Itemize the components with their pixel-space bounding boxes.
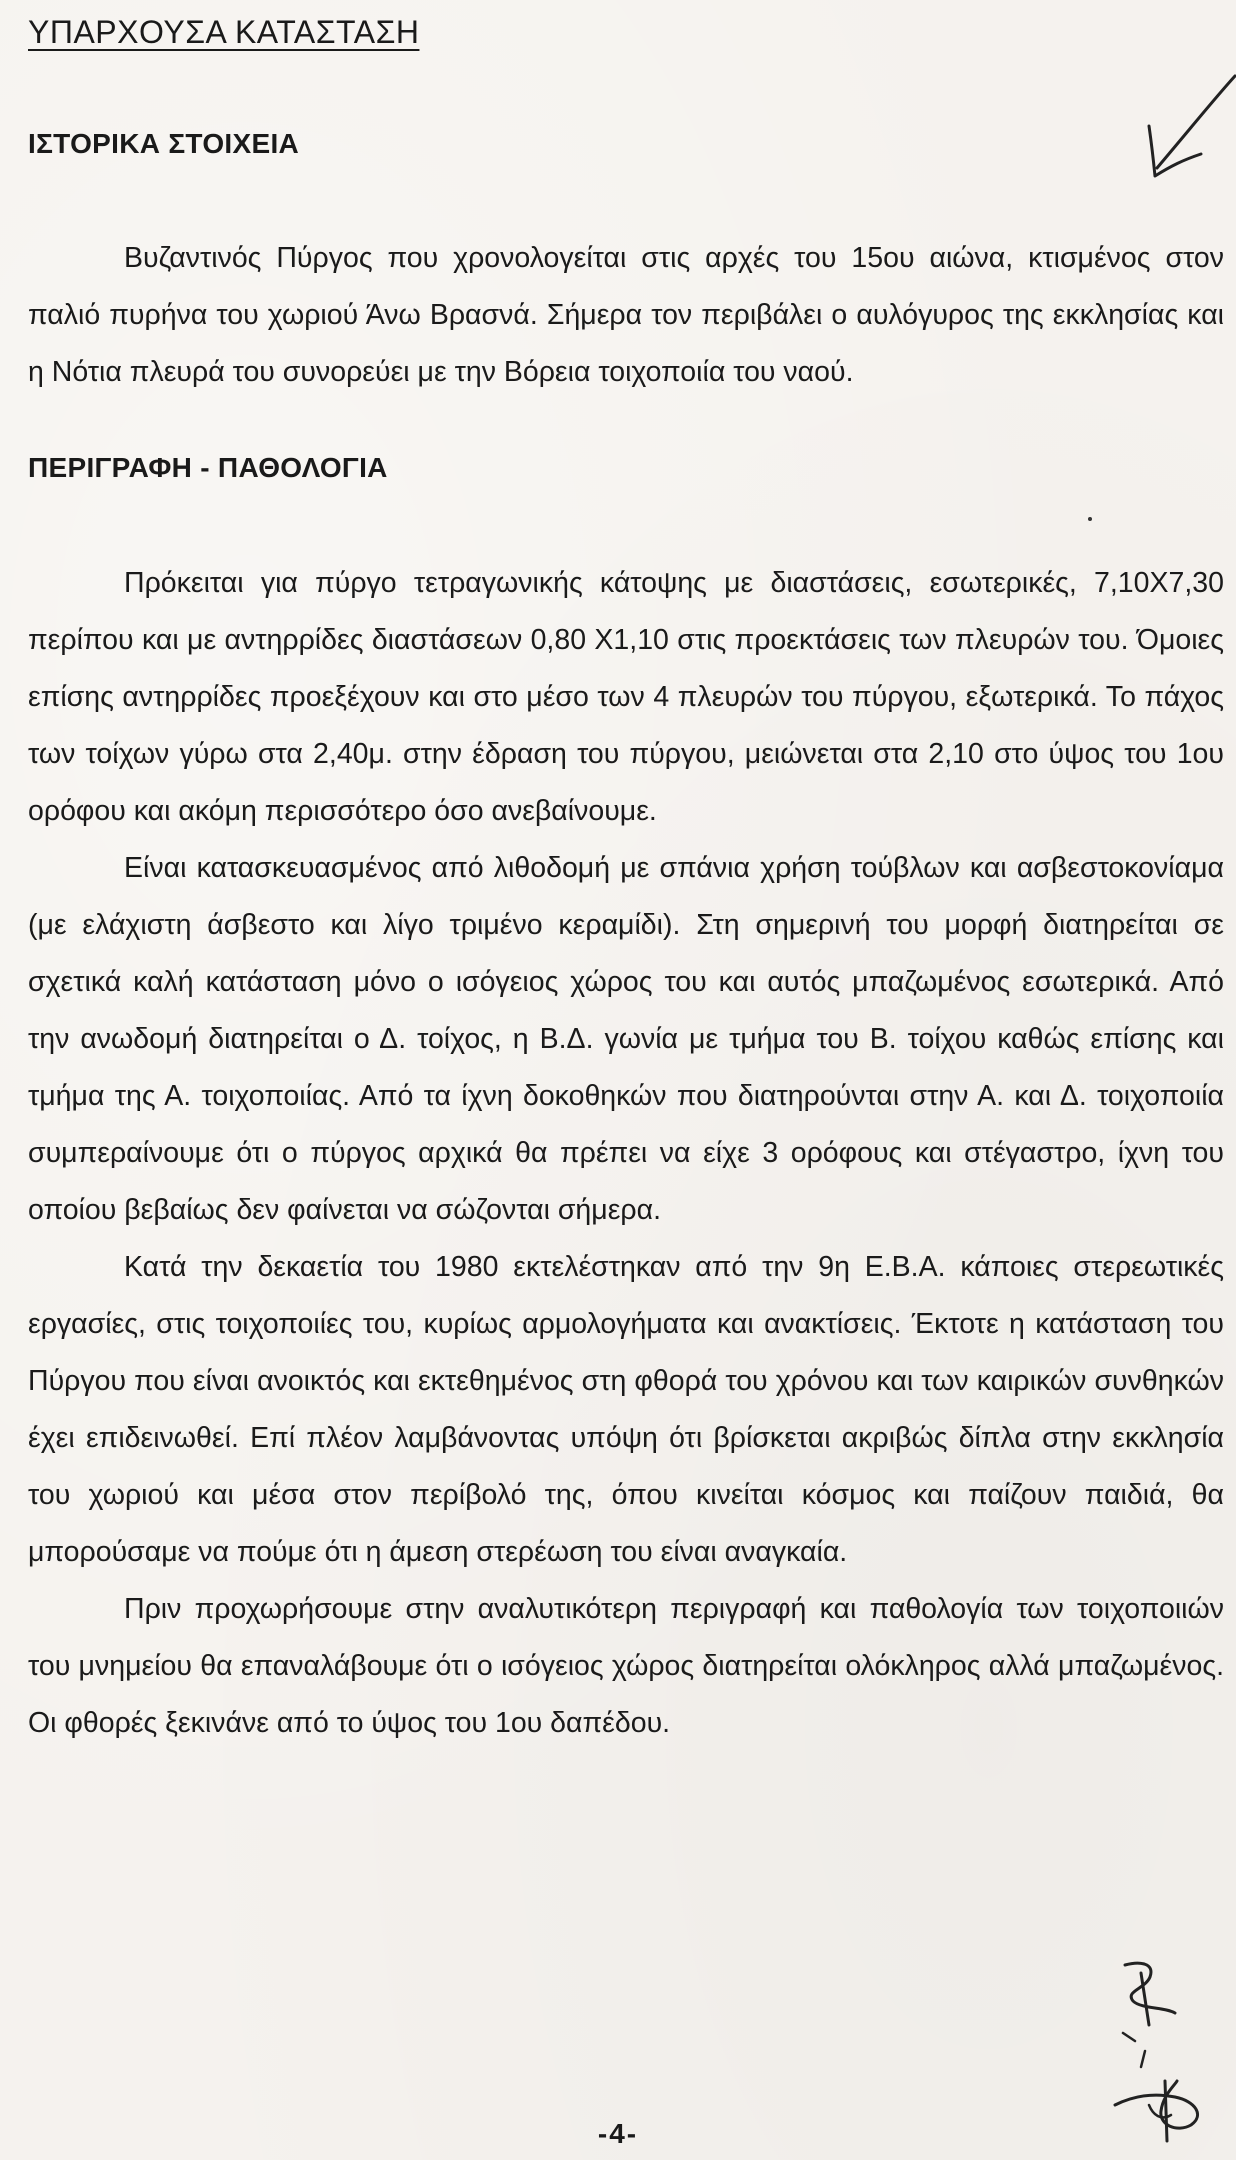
main-heading: ΥΠΑΡΧΟΥΣΑ ΚΑΤΑΣΤΑΣΗ: [28, 14, 420, 50]
handwritten-arrow-icon: [1135, 68, 1236, 188]
section-heading-history: ΙΣΤΟΡΙΚΑ ΣΤΟΙΧΕΙΑ: [28, 128, 300, 159]
paragraph: Είναι κατασκευασμένος από λιθοδομή με σπάνια χρήση τούβλων και ασβεστοκονίαμα (με ελάχιστη άσβεστο και λίγο τριμένο κεραμίδι). Στη σημερινή του μορφή διατηρείται σε σχετικά καλή κατάσταση μόνο ο ισόγειος χώρος του και αυτός μπαζωμένος εσωτερικά. Από την ανωδομή διατηρείται ο Δ. τοίχος, η Β.Δ. γωνία με τμήμα του Β. τοίχου καθώς επίσης και τμήμα της Α. τοιχοποιίας. Από τα ίχνη δοκοθηκών που διατηρούνται στην Α. και Δ. τοιχοποιία συμπεραίνουμε ότι ο πύργος αρχικά θα πρέπει να είχε 3 ορόφους και στέγαστρο, ίχνη του οποίου βεβαίως δεν φαίνεται να σώζονται σήμερα.: [28, 852, 1224, 1226]
section-heading-description: ΠΕΡΙΓΡΑΦΗ - ΠΑΘΟΛΟΓΙΑ: [28, 452, 388, 483]
paragraph: Κατά την δεκαετία του 1980 εκτελέστηκαν από την 9η Ε.Β.Α. κάποιες στερεωτικές εργασίες, στις τοιχοποιίες του, κυρίως αρμολογήματα και ανακτίσεις. Έκτοτε η κατάσταση του Πύργου που είναι ανοικτός και εκτεθημένος στη φθορά του χρόνου και των καιρικών συνθηκών έχει επιδεινωθεί. Επί πλέον λαμβάνοντας υπόψη ότι βρίσκεται ακριβώς δίπλα στην εκκλησία του χωριού και μέσα στον περίβολό της, όπου κινείται κόσμος και παίζουν παιδιά, θα μπορούσαμε να πούμε ότι η άμεση στερέωση του είναι αναγκαία.: [28, 1251, 1224, 1568]
history-text: [28, 230, 1224, 401]
paragraph: Πρόκειται για πύργο τετραγωνικής κάτοψης με διαστάσεις, εσωτερικές, 7,10Χ7,30 περίπου και με αντηρρίδες διαστάσεων 0,80 Χ1,10 στις προεκτάσεις των πλευρών του. Όμοιες επίσης αντηρρίδες προεξέχουν και στο μέσο των 4 πλευρών του πύργου, εξωτερικά. Το πάχος των τοίχων γύρω στα 2,40μ. στην έδραση του πύργου, μειώνεται στα 2,10 στο ύψος του 1ου ορόφου και ακόμη περισσότερο όσο ανεβαίνουμε.: [28, 567, 1224, 827]
page-number: -4-: [597, 2118, 639, 2149]
paragraph: Πριν προχωρήσουμε στην αναλυτικότερη περιγραφή και παθολογία των τοιχοποιιών του μνημείου θα επαναλάβουμε ότι ο ισόγειος χώρος διατηρείται ολόκληρος αλλά μπαζωμένος. Οι φθορές ξεκινάνε από το ύψος του 1ου δαπέδου.: [28, 1593, 1224, 1739]
scan-speck: [1088, 517, 1092, 521]
paragraph: Βυζαντινός Πύργος που χρονολογείται στις αρχές του 15ου αιώνα, κτισμένος στον παλιό πυρήνα του χωριού Άνω Βρασνά. Σήμερα τον περιβάλει ο αυλόγυρος της εκκλησίας και η Νότια πλευρά του συνορεύει με την Βόρεια τοιχοποιία του ναού.: [28, 242, 1224, 388]
description-text: [28, 555, 1224, 1752]
handwritten-signature-icon: [1105, 1955, 1225, 2145]
